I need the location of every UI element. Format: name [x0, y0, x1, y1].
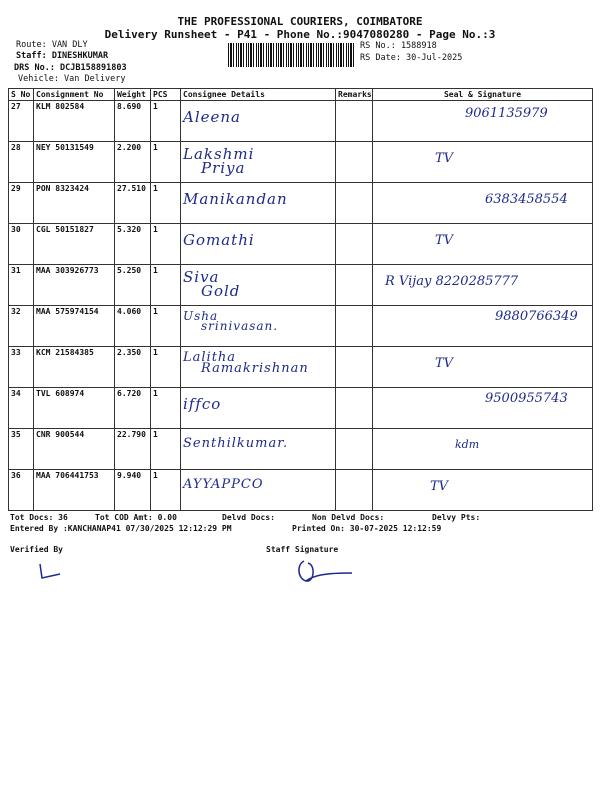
delivery-points: Delvy Pts: [432, 513, 481, 522]
cell-pcs: 1 [151, 183, 181, 224]
cell-sno: 29 [9, 183, 34, 224]
non-delivered-docs: Non Delvd Docs: [312, 513, 385, 522]
cell-remarks [336, 101, 373, 142]
signature-handwriting: R Vijay 8220285777 [385, 274, 519, 289]
table-row [9, 306, 593, 347]
cell-consignee [181, 101, 336, 142]
consignee-handwriting: Lakshmi [183, 145, 255, 163]
cell-sno: 27 [9, 101, 34, 142]
cell-signature [373, 388, 593, 429]
cell-sno: 35 [9, 429, 34, 470]
cell-remarks [336, 470, 373, 511]
cell-pcs: 1 [151, 388, 181, 429]
col-header-consignee: Consignee Details [181, 89, 336, 101]
rs-number: RS No.: 1588918 [360, 41, 437, 51]
cell-signature [373, 142, 593, 183]
col-header-weight: Weight [115, 89, 151, 101]
table-row [9, 183, 593, 224]
cell-consignee [181, 265, 336, 306]
cell-pcs: 1 [151, 224, 181, 265]
cell-pcs: 1 [151, 429, 181, 470]
barcode [228, 43, 356, 67]
cell-consignment: CGL 50151827 [34, 224, 115, 265]
verified-by-label: Verified By [10, 545, 63, 554]
cell-weight: 4.060 [115, 306, 151, 347]
cell-weight: 9.940 [115, 470, 151, 511]
cell-consignee [181, 306, 336, 347]
signature-handwriting: TV [435, 233, 454, 248]
consignee-handwriting-line2: Priya [201, 159, 246, 177]
cell-sno: 33 [9, 347, 34, 388]
cell-weight: 8.690 [115, 101, 151, 142]
signature-handwriting: kdm [455, 438, 480, 451]
printed-on: Printed On: 30-07-2025 12:12:59 [292, 524, 442, 533]
cell-remarks [336, 429, 373, 470]
cell-sno: 30 [9, 224, 34, 265]
cell-sno: 34 [9, 388, 34, 429]
cell-consignee [181, 470, 336, 511]
cell-signature [373, 265, 593, 306]
signature-handwriting: 9880766349 [495, 309, 578, 324]
signature-handwriting: TV [435, 151, 454, 166]
cell-remarks [336, 224, 373, 265]
col-header-sno: S No [9, 89, 34, 101]
cell-weight: 2.350 [115, 347, 151, 388]
total-cod-amount: Tot COD Amt: 0.00 [95, 513, 177, 522]
signature-handwriting: 6383458554 [485, 192, 568, 207]
cell-sno: 28 [9, 142, 34, 183]
drs-label: DRS No.: DCJB158891803 [14, 63, 127, 73]
signature-handwriting: TV [430, 479, 449, 494]
cell-consignee [181, 429, 336, 470]
consignee-handwriting: Senthilkumar. [183, 436, 289, 451]
verified-signature-mark [30, 560, 70, 584]
consignee-handwriting: Manikandan [183, 190, 288, 208]
cell-pcs: 1 [151, 265, 181, 306]
cell-consignment: PON 8323424 [34, 183, 115, 224]
table-row [9, 388, 593, 429]
table-row [9, 265, 593, 306]
cell-weight: 6.720 [115, 388, 151, 429]
cell-consignee [181, 224, 336, 265]
staff-signature-mark [292, 555, 362, 589]
consignee-handwriting-line2: Ramakrishnan [201, 361, 309, 376]
cell-consignment: NEY 50131549 [34, 142, 115, 183]
cell-weight: 2.200 [115, 142, 151, 183]
table-row [9, 224, 593, 265]
cell-pcs: 1 [151, 347, 181, 388]
cell-signature [373, 347, 593, 388]
signature-handwriting: 9061135979 [465, 106, 548, 121]
consignee-handwriting: Aleena [183, 108, 241, 126]
cell-pcs: 1 [151, 306, 181, 347]
table-row [9, 429, 593, 470]
route-label: Route: VAN DLY [16, 40, 88, 50]
delivered-docs: Delvd Docs: [222, 513, 275, 522]
cell-sno: 36 [9, 470, 34, 511]
consignee-handwriting-line2: Gold [201, 282, 241, 300]
consignee-handwriting: Usha [183, 309, 219, 323]
consignee-handwriting: iffco [183, 395, 222, 413]
runsheet-table [8, 88, 593, 511]
consignee-handwriting: AYYAPPCO [183, 477, 264, 492]
col-header-pcs: PCS [151, 89, 181, 101]
col-header-consignment: Consignment No [34, 89, 115, 101]
rs-date: RS Date: 30-Jul-2025 [360, 53, 463, 63]
report-subtitle: Delivery Runsheet - P41 - Phone No.:9047080280 - Page No.:3 [104, 28, 496, 41]
total-docs: Tot Docs: 36 [10, 513, 68, 522]
col-header-remarks: Remarks [336, 89, 373, 101]
cell-remarks [336, 388, 373, 429]
report-title: THE PROFESSIONAL COURIERS, COIMBATORE [177, 15, 423, 28]
cell-remarks [336, 183, 373, 224]
cell-consignee [181, 142, 336, 183]
consignee-handwriting-line2: srinivasan. [201, 319, 279, 333]
col-header-signature: Seal & Signature [373, 89, 593, 101]
cell-signature [373, 429, 593, 470]
cell-sno: 32 [9, 306, 34, 347]
table-header-row [9, 89, 593, 101]
cell-signature [373, 224, 593, 265]
cell-signature [373, 306, 593, 347]
table-row [9, 101, 593, 142]
cell-consignment: KLM 802584 [34, 101, 115, 142]
cell-pcs: 1 [151, 470, 181, 511]
cell-consignment: CNR 900544 [34, 429, 115, 470]
table-row [9, 142, 593, 183]
signature-handwriting: 9500955743 [485, 391, 568, 406]
cell-weight: 5.320 [115, 224, 151, 265]
cell-consignment: MAA 575974154 [34, 306, 115, 347]
cell-consignment: KCM 21584385 [34, 347, 115, 388]
cell-weight: 27.510 [115, 183, 151, 224]
cell-consignment: MAA 706441753 [34, 470, 115, 511]
staff-label: Staff: DINESHKUMAR [16, 51, 109, 61]
cell-consignee [181, 388, 336, 429]
cell-signature [373, 470, 593, 511]
vehicle-label: Vehicle: Van Delivery [18, 74, 126, 84]
cell-pcs: 1 [151, 142, 181, 183]
cell-weight: 5.250 [115, 265, 151, 306]
cell-sno: 31 [9, 265, 34, 306]
cell-signature [373, 101, 593, 142]
entered-by: Entered By :KANCHANAP41 07/30/2025 12:12:29 PM [10, 524, 232, 533]
consignee-handwriting: Siva [183, 268, 220, 286]
cell-consignee [181, 347, 336, 388]
cell-signature [373, 183, 593, 224]
cell-consignment: MAA 303926773 [34, 265, 115, 306]
table-row [9, 470, 593, 511]
table-row [9, 347, 593, 388]
cell-consignee [181, 183, 336, 224]
consignee-handwriting: Lalitha [183, 350, 237, 365]
cell-weight: 22.790 [115, 429, 151, 470]
cell-consignment: TVL 608974 [34, 388, 115, 429]
cell-pcs: 1 [151, 101, 181, 142]
signature-handwriting: TV [435, 356, 454, 371]
consignee-handwriting: Gomathi [183, 231, 255, 249]
staff-signature-label: Staff Signature [266, 545, 339, 554]
